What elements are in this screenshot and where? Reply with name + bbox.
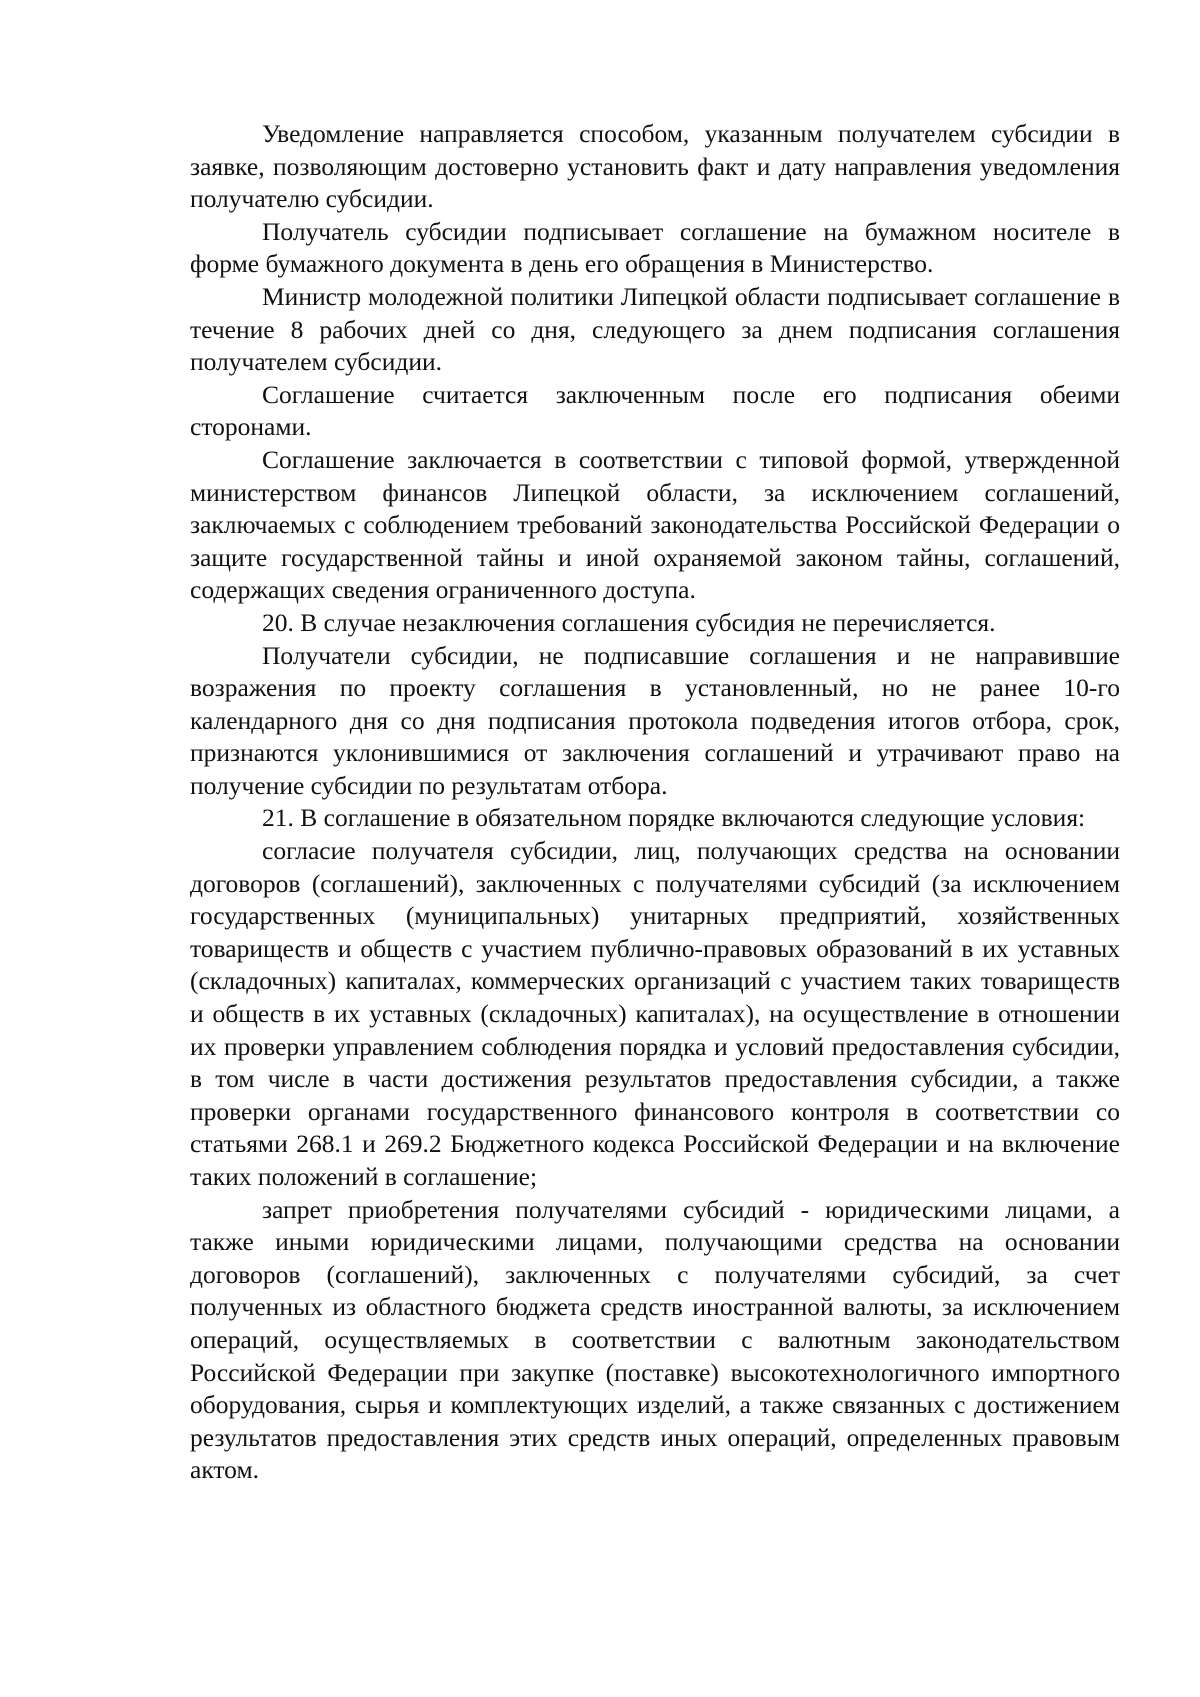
paragraph-item-20: 20. В случае незаключения соглашения субсидия не перечисляется. [262, 607, 996, 637]
paragraph-evasion: Получатели субсидии, не подписавшие соглашения и не направившие возражения по проекту соглашения в установленный, но не ранее 10-го календарного дня со дня подписания протокола подведения итогов отбора, срок, признаются уклонившимися от заключения соглашений и утрачивают право на получение субсидии по результатам отбора. [190, 640, 1120, 800]
paragraph-minister-signs: Министр молодежной политики Липецкой области подписывает соглашение в течение 8 рабочих дней со дня, следующего за днем подписания соглашения получателем субсидии. [190, 281, 1120, 377]
paragraph-item-21: 21. В соглашение в обязательном порядке включаются следующие условия: [262, 803, 1086, 833]
paragraph-currency-prohibition: запрет приобретения получателями субсидий - юридическими лицами, а также иными юридическими лицами, получающими средства на основании договоров (соглашений), заключенных с получателями субсидий, за счет полученных из областного бюджета средств иностранной валюты, за исключением операций, осуществляемых в соответствии с валютным законодательством Российской Федерации при закупке (поставке) высокотехнологичного импортного оборудования, сырья и комплектующих изделий, а также связанных с достижением результатов предоставления этих средств иных операций, определенных правовым актом. [190, 1194, 1120, 1485]
paragraph-consent-condition: согласие получателя субсидии, лиц, получающих средства на основании договоров (соглашений), заключенных с получателями субсидий (за исключением государственных (муниципальных) унитарных предприятий, хозяйственных товариществ и обществ с участием публично-правовых образований в их уставных (складочных) капиталах, коммерческих организаций с участием таких товариществ и обществ в их уставных (складочных) капиталах), на осуществление в отношении их проверки управлением соблюдения порядка и условий предоставления субсидии, в том числе в части достижения результатов предоставления субсидии, а также проверки органами государственного финансового контроля в соответствии со статьями 268.1 и 269.2 Бюджетного кодекса Российской Федерации и на включение таких положений в соглашение; [190, 836, 1120, 1191]
paragraph-recipient-signs: Получатель субсидии подписывает соглашение на бумажном носителе в форме бумажного документа в день его обращения в Министерство. [190, 216, 1120, 279]
paragraph-standard-form: Соглашение заключается в соответствии с типовой формой, утвержденной министерством финансов Липецкой области, за исключением соглашений, заключаемых с соблюдением требований законодательства Российской Федерации о защите государственной тайны и иной охраняемой законом тайны, соглашений, содержащих сведения ограниченного доступа. [190, 444, 1120, 605]
document-body [190, 118, 1120, 1487]
paragraph-agreement-concluded: Соглашение считается заключенным после его подписания обеими сторонами. [190, 379, 1120, 442]
paragraph-notification-method: Уведомление направляется способом, указанным получателем субсидии в заявке, позволяющим достоверно установить факт и дату направления уведомления получателю субсидии. [190, 119, 1120, 214]
